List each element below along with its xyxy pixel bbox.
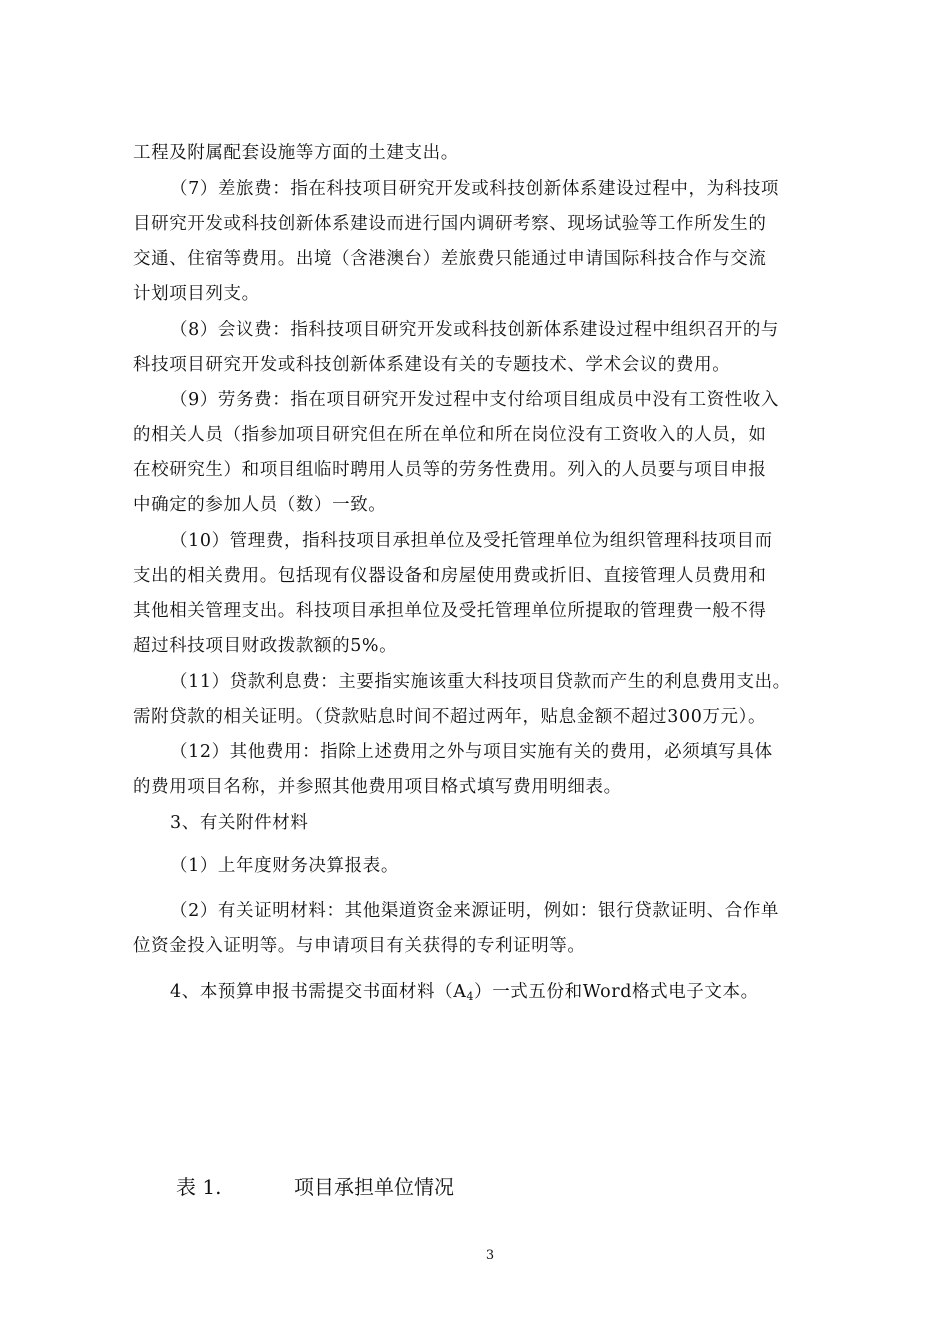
paragraph-line: 工程及附属配套设施等方面的土建支出。: [133, 143, 459, 163]
paragraph-line: 的相关人员（指参加项目研究但在所在单位和所在岗位没有工资收入的人员，如: [133, 425, 767, 445]
paragraph-line: （1）上年度财务决算报表。: [170, 856, 399, 876]
submission-text-before: 4、本预算申报书需提交书面材料（A: [170, 982, 467, 1002]
paragraph-line: （12）其他费用：指除上述费用之外与项目实施有关的费用，必须填写具体: [170, 742, 773, 762]
paragraph-line: 计划项目列支。: [133, 284, 260, 304]
paragraph-line: 目研究开发或科技创新体系建设而进行国内调研考察、现场试验等工作所发生的: [133, 214, 767, 234]
paragraph-line: （11）贷款利息费：主要指实施该重大科技项目贷款而产生的利息费用支出。: [170, 672, 791, 692]
section-heading: 3、有关附件材料: [170, 813, 309, 833]
paragraph-line: （2）有关证明材料：其他渠道资金来源证明，例如：银行贷款证明、合作单: [170, 901, 780, 921]
paragraph-line: 中确定的参加人员（数）一致。: [133, 495, 387, 515]
paragraph-line: （7）差旅费：指在科技项目研究开发或科技创新体系建设过程中，为科技项: [170, 179, 780, 199]
paragraph-line: （10）管理费，指科技项目承担单位及受托管理单位为组织管理科技项目而: [170, 531, 773, 551]
subscript-four: 4: [466, 990, 475, 1003]
paragraph-line: 超过科技项目财政拨款额的5%。: [133, 636, 398, 656]
submission-text-after: ）一式五份和Word格式电子文本。: [474, 982, 759, 1002]
submission-paragraph: [170, 980, 759, 1009]
paragraph-line: 在校研究生）和项目组临时聘用人员等的劳务性费用。列入的人员要与项目申报: [133, 460, 767, 480]
page-number: 3: [485, 1248, 495, 1263]
paragraph-line: 位资金投入证明等。与申请项目有关获得的专利证明等。: [133, 936, 586, 956]
paragraph-line: 科技项目研究开发或科技创新体系建设有关的专题技术、学术会议的费用。: [133, 355, 731, 375]
paragraph-line: 其他相关管理支出。科技项目承担单位及受托管理单位所提取的管理费一般不得: [133, 601, 767, 621]
paragraph-line: 交通、住宿等费用。出境（含港澳台）差旅费只能通过申请国际科技合作与交流: [133, 249, 767, 269]
paragraph-line: 支出的相关费用。包括现有仪器设备和房屋使用费或折旧、直接管理人员费用和: [133, 566, 767, 586]
table-caption: [176, 1173, 454, 1201]
paragraph-line: （9）劳务费：指在项目研究开发过程中支付给项目组成员中没有工资性收入: [170, 390, 780, 410]
paragraph-line: 的费用项目名称，并参照其他费用项目格式填写费用明细表。: [133, 777, 622, 797]
paragraph-line: 需附贷款的相关证明。（贷款贴息时间不超过两年，贴息金额不超过300万元）。: [133, 707, 767, 727]
paragraph-line: （8）会议费：指科技项目研究开发或科技创新体系建设过程中组织召开的与: [170, 320, 780, 340]
table-caption-title: 项目承担单位情况: [294, 1175, 454, 1199]
table-caption-label: 表 1.: [176, 1175, 222, 1199]
